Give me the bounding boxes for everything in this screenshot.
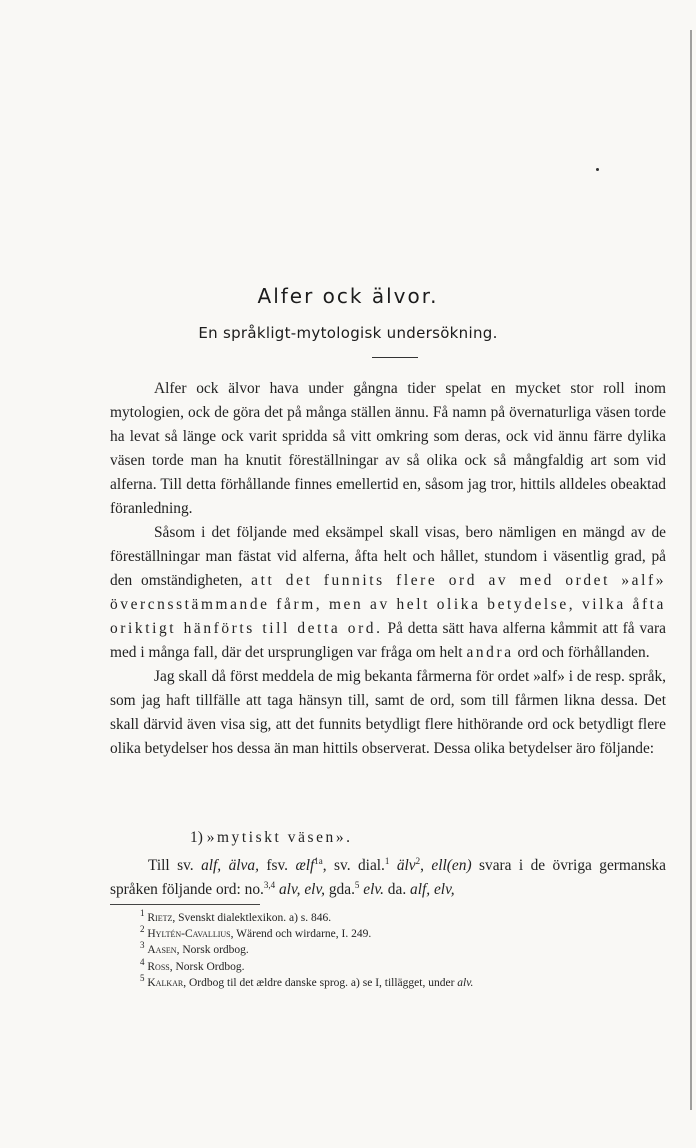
footnote-text: , Norsk ordbog. <box>176 944 249 957</box>
paragraph-2-spaced2: andra <box>466 644 514 661</box>
footnotes <box>140 910 660 991</box>
scan-edge-line <box>690 30 692 1110</box>
footnote-divider <box>110 904 260 905</box>
footnote-text: , Wärend och wirdarne, I. 249. <box>230 928 372 941</box>
paragraph-2-after: ord och förhållanden. <box>517 644 650 661</box>
p4-text-3: , sv. dial. <box>322 857 385 874</box>
p4-word-4: ell(en) <box>431 857 472 874</box>
p4-word-3: älv <box>396 857 416 874</box>
p4-word-6: elv. <box>363 881 384 898</box>
footnote-author: Aasen <box>147 944 177 957</box>
paragraph-2-middle: På detta sätt hava alferna kåmmit att få vara med i många fall, där det ursprungligen var fråga om helt <box>110 620 666 661</box>
footnote-text: , Ordbog til det ældre danske sprog. a) se I, tillägget, under <box>183 976 458 989</box>
p4-sup-3: 1 <box>384 855 390 866</box>
p4-text-6: gda. <box>328 881 355 898</box>
footnote-number: 1 <box>140 908 145 919</box>
p4-word-5: alv, elv, <box>278 881 325 898</box>
title-divider <box>372 357 418 358</box>
paragraph-4 <box>110 854 666 902</box>
p4-sup-2: 1a <box>314 855 323 866</box>
p4-sup-4: 2 <box>415 855 421 866</box>
p4-sup-6: 5 <box>354 879 360 890</box>
footnote-2 <box>140 926 660 942</box>
footnote-author: Ross <box>147 960 170 973</box>
body-text <box>110 377 666 761</box>
paragraph-2-spaced: att det funnits flere ord av med ordet »alf» övercnsstämmande fårm, men av helt olika betydelse, vilka åfta oriktigt hänförts till detta ord. <box>110 572 667 637</box>
footnote-italic-word: alv. <box>457 976 474 989</box>
ink-speck <box>596 168 599 171</box>
footnote-5 <box>140 972 660 991</box>
footnote-number: 4 <box>140 956 145 967</box>
footnote-number: 3 <box>140 940 145 951</box>
footnote-3 <box>140 942 660 958</box>
paragraph-2-before: Såsom i det följande med eksämpel skall visas, bero nämligen en mängd av de föreställningar man fästat vid alferna, åfta helt och hållet, stundom i väsentlig grad, på den omständigheten, <box>110 524 666 589</box>
p4-text-5: svara i de övriga germanska språken följande ord: no. <box>110 857 666 898</box>
footnote-number: 5 <box>140 972 145 983</box>
p4-word-2: ælf <box>295 857 315 874</box>
footnote-text: , Svenskt dialektlexikon. a) s. 846. <box>172 912 332 924</box>
paragraph-2 <box>110 521 666 665</box>
p4-text-4: , <box>420 857 424 874</box>
footnote-text: , Norsk Ordbog. <box>169 960 245 973</box>
section-title: »mytiskt väsen». <box>206 829 353 846</box>
section-number: 1) <box>190 829 203 846</box>
footnote-author: Rietz <box>147 912 173 924</box>
paragraph-3: Jag skall då först meddela de mig bekanta fårmerna för ordet »alf» i de resp. språk, som jag haft tillfälle att taga hänsyn till, samt de ord, som till fårmen likna dessa. Det skall därvid även visa sig, att det funnits betydligt flere hithörande ord ock betydligt flere olika betydelser hos dessa än man hittils observerat. Dessa olika betydelser äro följande: <box>110 668 666 757</box>
p4-text-7: da. <box>387 881 407 898</box>
p4-text-1: Till sv. <box>148 857 194 874</box>
p4-word-7: alf, elv, <box>410 881 455 898</box>
footnote-author: Kalkar <box>147 976 184 989</box>
footnote-number: 2 <box>140 924 145 935</box>
section-heading <box>190 829 353 847</box>
paragraph-1: Alfer ock älvor hava under gångna tider spelat en mycket stor roll inom mytologien, ock de göra det på många ställen ännu. Få namn på övernaturliga väsen torde ha levat så länge ock varit spridda så vitt omkring som deras, ock vid ännu färre dylika väsen torde man ha knutit föreställningar av så olika ock så mångfaldig art som vid alferna. Till detta förhållande finnes emellertid en, såsom jag tror, hittils alldeles obeaktad föranledning. <box>110 380 666 517</box>
page-title: Alfer ock älvor. <box>257 284 439 308</box>
page-subtitle: En språkligt-mytologisk undersökning. <box>198 324 498 342</box>
p4-word-1: alf, älva, <box>201 857 259 874</box>
paragraph-4-block <box>110 854 666 902</box>
p4-sup-5: 3,4 <box>263 879 276 890</box>
p4-text-2: fsv. <box>266 857 289 874</box>
footnote-1 <box>140 910 660 926</box>
footnote-4 <box>140 956 660 975</box>
footnote-author: Hyltén-Cavallius <box>147 928 231 941</box>
